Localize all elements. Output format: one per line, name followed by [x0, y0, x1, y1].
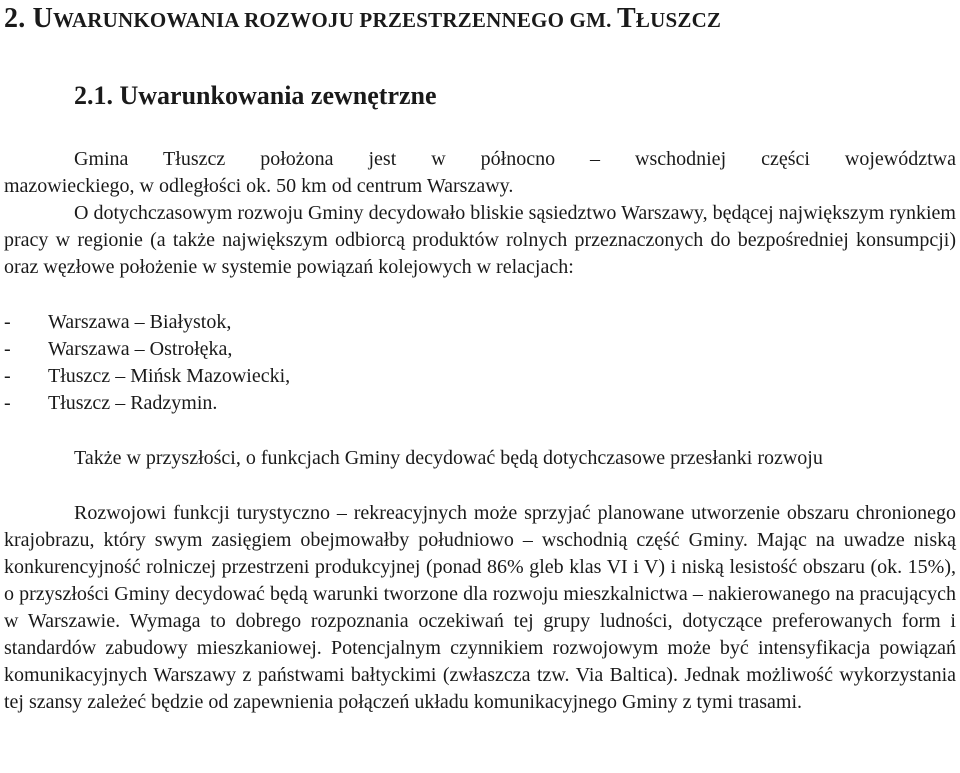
paragraph-development-history: O dotychczasowym rozwoju Gminy decydowało bliskie sąsiedztwo Warszawy, będącej największym rynkiem pracy w regionie (a także największym odbiorcą produktów rolnych przeznaczonych do bezpośredniej konsumpcji) oraz węzłowe położenie w systemie powiązań kolejowych w relacjach:: [4, 202, 956, 278]
section-number: 2.: [4, 3, 33, 34]
paragraph-tourism-housing: Rozwojowi funkcji turystyczno – rekreacyjnych może sprzyjać planowane utworzenie obszaru chronionego krajobrazu, który swym zasięgiem obejmowałby południowo – wschodnią część Gminy. Mając na uwadze niską konkurencyjność rolniczej przestrzeni produkcyjnej (ponad 86% gleb klas VI i V) i niską lesistość obszaru (ok. 15%), o przyszłości Gminy decydować będą warunki tworzone dla rozwoju mieszkalnictwa – nakierowanego na pracujących w Warszawie. Wymaga to dobrego rozpoznania oczekiwań tej grupy ludności, dotyczące preferowanych form i standardów zabudowy mieszkaniowej. Potencjalnym czynnikiem rozwojowym może być intensyfikacja powiązań komunikacyjnych Warszawy z państwami bałtyckimi (zwłaszcza tzw. Via Baltica). Jednak możliwość wykorzystania tej szansy zależeć będzie od zapewnienia połączeń układu komunikacyjnego Gminy z tymi trasami.: [4, 502, 956, 713]
list-item: - Warszawa – Białystok,: [4, 311, 232, 333]
paragraph-location: [4, 146, 956, 200]
list-item: - Warszawa – Ostrołęka,: [4, 338, 233, 360]
section-heading: [4, 2, 721, 37]
subsection-heading: 2.1. Uwarunkowania zewnętrzne: [74, 81, 437, 110]
list-item: - Tłuszcz – Mińsk Mazowiecki,: [4, 365, 291, 387]
rail-relations-list: [4, 309, 290, 417]
paragraph-location-line1: Gmina Tłuszcz położona jest w północno – wschodniej części województwa: [74, 148, 956, 170]
paragraph-future-premises: Także w przyszłości, o funkcjach Gminy decydować będą dotychczasowe przesłanki rozwoju: [74, 447, 823, 469]
paragraph-location-line2: mazowieckiego, w odległości ok. 50 km od centrum Warszawy.: [4, 175, 514, 197]
heading-smallcaps-part2: ŁUSZCZ: [635, 8, 722, 32]
heading-smallcaps-part1: WARUNKOWANIA ROZWOJU PRZESTRZENNEGO GM.: [53, 8, 618, 32]
heading-initial-t: T: [617, 3, 636, 34]
heading-initial-u: U: [32, 3, 54, 34]
list-item: - Tłuszcz – Radzymin.: [4, 392, 218, 414]
